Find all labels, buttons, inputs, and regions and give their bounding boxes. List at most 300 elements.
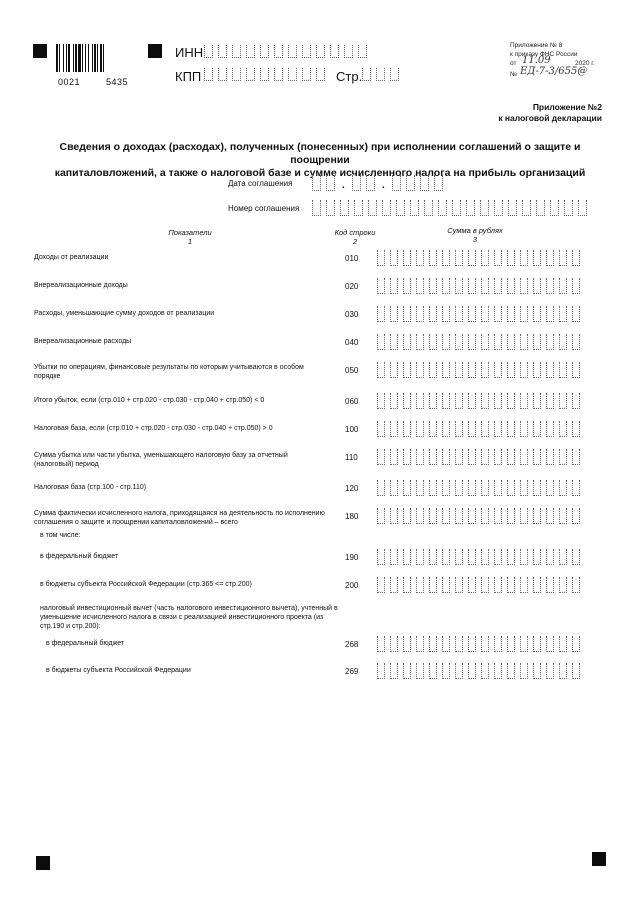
input-cell[interactable] xyxy=(468,663,476,679)
input-cell[interactable] xyxy=(429,278,437,294)
input-cell[interactable] xyxy=(390,577,398,593)
input-cell[interactable] xyxy=(366,175,375,191)
input-cell[interactable] xyxy=(572,577,580,593)
input-cell[interactable] xyxy=(455,636,463,652)
input-cell[interactable] xyxy=(403,480,411,496)
input-cell[interactable] xyxy=(368,200,377,216)
agreement-date-year[interactable] xyxy=(392,175,448,191)
input-cell[interactable] xyxy=(520,362,528,378)
input-cell[interactable] xyxy=(494,306,502,322)
input-cell[interactable] xyxy=(533,449,541,465)
input-cell[interactable] xyxy=(481,577,489,593)
input-cell[interactable] xyxy=(390,449,398,465)
sum-field-040[interactable] xyxy=(377,334,585,350)
input-cell[interactable] xyxy=(559,334,567,350)
input-cell[interactable] xyxy=(533,480,541,496)
row-label: в бюджеты субъекта Российской Федерации (стр.365 <= стр.200) xyxy=(40,581,252,588)
input-cell[interactable] xyxy=(442,278,450,294)
input-cell[interactable] xyxy=(468,362,476,378)
input-cell[interactable] xyxy=(481,362,489,378)
input-cell[interactable] xyxy=(559,393,567,409)
input-cell[interactable] xyxy=(494,636,502,652)
input-cell[interactable] xyxy=(481,393,489,409)
input-cell[interactable] xyxy=(416,449,424,465)
input-cell[interactable] xyxy=(564,200,573,216)
input-cell[interactable] xyxy=(546,278,554,294)
input-cell[interactable] xyxy=(578,200,587,216)
input-cell[interactable] xyxy=(520,480,528,496)
input-cell[interactable] xyxy=(533,306,541,322)
input-cell[interactable] xyxy=(390,480,398,496)
input-cell[interactable] xyxy=(494,421,502,437)
sum-field-120[interactable] xyxy=(377,480,585,496)
input-cell[interactable] xyxy=(416,393,424,409)
input-cell[interactable] xyxy=(546,663,554,679)
input-cell[interactable] xyxy=(390,362,398,378)
input-cell[interactable] xyxy=(507,334,515,350)
input-cell[interactable] xyxy=(274,45,283,58)
input-cell[interactable] xyxy=(344,45,353,58)
input-cell[interactable] xyxy=(377,250,385,266)
input-cell[interactable] xyxy=(403,577,411,593)
input-cell[interactable] xyxy=(424,200,433,216)
sum-field-200[interactable] xyxy=(377,577,585,593)
input-cell[interactable] xyxy=(390,306,398,322)
input-cell[interactable] xyxy=(416,636,424,652)
input-cell[interactable] xyxy=(520,663,528,679)
input-cell[interactable] xyxy=(416,549,424,565)
input-cell[interactable] xyxy=(520,250,528,266)
sum-field-190[interactable] xyxy=(377,549,585,565)
input-cell[interactable] xyxy=(403,663,411,679)
input-cell[interactable] xyxy=(533,250,541,266)
input-cell[interactable] xyxy=(494,278,502,294)
input-cell[interactable] xyxy=(559,549,567,565)
input-cell[interactable] xyxy=(410,200,419,216)
input-cell[interactable] xyxy=(533,421,541,437)
input-cell[interactable] xyxy=(438,200,447,216)
input-cell[interactable] xyxy=(546,334,554,350)
input-cell[interactable] xyxy=(572,250,580,266)
row-label: Сумма фактически исчисленного налога, приходящаяся на деятельность по исполнению соглашения о защите и поощрении капиталовложений – всего xyxy=(34,510,325,526)
input-cell[interactable] xyxy=(494,362,502,378)
input-cell[interactable] xyxy=(416,577,424,593)
input-cell[interactable] xyxy=(354,200,363,216)
input-cell[interactable] xyxy=(481,250,489,266)
input-cell[interactable] xyxy=(377,508,385,524)
input-cell[interactable] xyxy=(403,362,411,378)
sum-field-060[interactable] xyxy=(377,393,585,409)
input-cell[interactable] xyxy=(442,636,450,652)
input-cell[interactable] xyxy=(507,393,515,409)
input-cell[interactable] xyxy=(507,577,515,593)
input-cell[interactable] xyxy=(442,480,450,496)
input-cell[interactable] xyxy=(377,334,385,350)
input-cell[interactable] xyxy=(468,549,476,565)
agreement-number-field[interactable] xyxy=(312,200,592,216)
input-cell[interactable] xyxy=(390,393,398,409)
input-cell[interactable] xyxy=(429,449,437,465)
input-cell[interactable] xyxy=(403,449,411,465)
input-cell[interactable] xyxy=(377,393,385,409)
input-cell[interactable] xyxy=(494,663,502,679)
input-cell[interactable] xyxy=(312,200,321,216)
input-cell[interactable] xyxy=(429,480,437,496)
sum-field-010[interactable] xyxy=(377,250,585,266)
input-cell[interactable] xyxy=(507,362,515,378)
input-cell[interactable] xyxy=(494,250,502,266)
input-cell[interactable] xyxy=(572,362,580,378)
input-cell[interactable] xyxy=(468,334,476,350)
input-cell[interactable] xyxy=(468,306,476,322)
input-cell[interactable] xyxy=(416,306,424,322)
input-cell[interactable] xyxy=(403,393,411,409)
input-cell[interactable] xyxy=(403,421,411,437)
input-cell[interactable] xyxy=(429,362,437,378)
input-cell[interactable] xyxy=(204,68,213,81)
input-cell[interactable] xyxy=(559,480,567,496)
input-cell[interactable] xyxy=(392,175,401,191)
input-cell[interactable] xyxy=(429,250,437,266)
input-cell[interactable] xyxy=(533,577,541,593)
input-cell[interactable] xyxy=(429,577,437,593)
input-cell[interactable] xyxy=(520,449,528,465)
input-cell[interactable] xyxy=(536,200,545,216)
input-cell[interactable] xyxy=(455,577,463,593)
input-cell[interactable] xyxy=(546,362,554,378)
input-cell[interactable] xyxy=(520,421,528,437)
input-cell[interactable] xyxy=(533,334,541,350)
input-cell[interactable] xyxy=(494,508,502,524)
input-cell[interactable] xyxy=(494,480,502,496)
input-cell[interactable] xyxy=(455,362,463,378)
input-cell[interactable] xyxy=(507,278,515,294)
input-cell[interactable] xyxy=(442,421,450,437)
input-cell[interactable] xyxy=(559,508,567,524)
input-cell[interactable] xyxy=(396,200,405,216)
input-cell[interactable] xyxy=(403,334,411,350)
sum-field-050[interactable] xyxy=(377,362,585,378)
date-separator: . xyxy=(342,180,345,191)
input-cell[interactable] xyxy=(494,577,502,593)
input-cell[interactable] xyxy=(522,200,531,216)
input-cell[interactable] xyxy=(546,577,554,593)
inn-field[interactable] xyxy=(204,45,372,58)
input-cell[interactable] xyxy=(546,636,554,652)
input-cell[interactable] xyxy=(377,480,385,496)
input-cell[interactable] xyxy=(429,549,437,565)
page-number-field[interactable] xyxy=(362,68,404,81)
input-cell[interactable] xyxy=(302,68,311,81)
input-cell[interactable] xyxy=(455,393,463,409)
input-cell[interactable] xyxy=(572,278,580,294)
input-cell[interactable] xyxy=(546,549,554,565)
input-cell[interactable] xyxy=(429,393,437,409)
input-cell[interactable] xyxy=(559,421,567,437)
input-cell[interactable] xyxy=(559,278,567,294)
input-cell[interactable] xyxy=(546,508,554,524)
input-cell[interactable] xyxy=(494,449,502,465)
input-cell[interactable] xyxy=(572,636,580,652)
input-cell[interactable] xyxy=(468,393,476,409)
input-cell[interactable] xyxy=(507,663,515,679)
input-cell[interactable] xyxy=(546,480,554,496)
input-cell[interactable] xyxy=(481,334,489,350)
input-cell[interactable] xyxy=(377,278,385,294)
input-cell[interactable] xyxy=(468,449,476,465)
input-cell[interactable] xyxy=(468,278,476,294)
input-cell[interactable] xyxy=(455,250,463,266)
sum-field-110[interactable] xyxy=(377,449,585,465)
input-cell[interactable] xyxy=(246,45,255,58)
input-cell[interactable] xyxy=(390,663,398,679)
input-cell[interactable] xyxy=(507,636,515,652)
input-cell[interactable] xyxy=(559,250,567,266)
input-cell[interactable] xyxy=(533,278,541,294)
input-cell[interactable] xyxy=(403,306,411,322)
input-cell[interactable] xyxy=(455,549,463,565)
input-cell[interactable] xyxy=(232,45,241,58)
input-cell[interactable] xyxy=(442,250,450,266)
input-cell[interactable] xyxy=(481,508,489,524)
input-cell[interactable] xyxy=(326,200,335,216)
input-cell[interactable] xyxy=(246,68,255,81)
input-cell[interactable] xyxy=(377,449,385,465)
input-cell[interactable] xyxy=(416,362,424,378)
input-cell[interactable] xyxy=(416,278,424,294)
input-cell[interactable] xyxy=(204,45,213,58)
sum-field-268[interactable] xyxy=(377,636,585,652)
input-cell[interactable] xyxy=(420,175,429,191)
input-cell[interactable] xyxy=(362,68,371,81)
input-cell[interactable] xyxy=(442,508,450,524)
input-cell[interactable] xyxy=(572,306,580,322)
input-cell[interactable] xyxy=(288,45,297,58)
input-cell[interactable] xyxy=(468,421,476,437)
input-cell[interactable] xyxy=(390,421,398,437)
sum-field-020[interactable] xyxy=(377,278,585,294)
input-cell[interactable] xyxy=(377,577,385,593)
input-cell[interactable] xyxy=(507,549,515,565)
input-cell[interactable] xyxy=(520,278,528,294)
input-cell[interactable] xyxy=(550,200,559,216)
input-cell[interactable] xyxy=(572,508,580,524)
input-cell[interactable] xyxy=(455,480,463,496)
sum-field-269[interactable] xyxy=(377,663,585,679)
input-cell[interactable] xyxy=(508,200,517,216)
input-cell[interactable] xyxy=(520,334,528,350)
input-cell[interactable] xyxy=(429,306,437,322)
input-cell[interactable] xyxy=(403,278,411,294)
input-cell[interactable] xyxy=(520,508,528,524)
input-cell[interactable] xyxy=(494,393,502,409)
input-cell[interactable] xyxy=(572,449,580,465)
input-cell[interactable] xyxy=(442,306,450,322)
input-cell[interactable] xyxy=(442,362,450,378)
input-cell[interactable] xyxy=(390,278,398,294)
input-cell[interactable] xyxy=(546,250,554,266)
input-cell[interactable] xyxy=(468,636,476,652)
input-cell[interactable] xyxy=(218,45,227,58)
input-cell[interactable] xyxy=(533,636,541,652)
input-cell[interactable] xyxy=(468,577,476,593)
input-cell[interactable] xyxy=(452,200,461,216)
input-cell[interactable] xyxy=(507,250,515,266)
kpp-field[interactable] xyxy=(204,68,330,81)
input-cell[interactable] xyxy=(376,68,385,81)
input-cell[interactable] xyxy=(559,663,567,679)
input-cell[interactable] xyxy=(218,68,227,81)
input-cell[interactable] xyxy=(572,663,580,679)
input-cell[interactable] xyxy=(442,393,450,409)
input-cell[interactable] xyxy=(416,508,424,524)
input-cell[interactable] xyxy=(468,508,476,524)
input-cell[interactable] xyxy=(481,421,489,437)
input-cell[interactable] xyxy=(358,45,367,58)
input-cell[interactable] xyxy=(520,577,528,593)
input-cell[interactable] xyxy=(403,508,411,524)
sum-field-100[interactable] xyxy=(377,421,585,437)
input-cell[interactable] xyxy=(480,200,489,216)
input-cell[interactable] xyxy=(390,549,398,565)
input-cell[interactable] xyxy=(416,663,424,679)
input-cell[interactable] xyxy=(546,421,554,437)
input-cell[interactable] xyxy=(429,663,437,679)
input-cell[interactable] xyxy=(260,45,269,58)
input-cell[interactable] xyxy=(481,549,489,565)
input-cell[interactable] xyxy=(507,306,515,322)
input-cell[interactable] xyxy=(559,362,567,378)
input-cell[interactable] xyxy=(330,45,339,58)
input-cell[interactable] xyxy=(559,449,567,465)
input-cell[interactable] xyxy=(520,393,528,409)
input-cell[interactable] xyxy=(533,663,541,679)
input-cell[interactable] xyxy=(572,334,580,350)
sum-field-030[interactable] xyxy=(377,306,585,322)
input-cell[interactable] xyxy=(455,508,463,524)
input-cell[interactable] xyxy=(533,393,541,409)
input-cell[interactable] xyxy=(390,334,398,350)
input-cell[interactable] xyxy=(455,449,463,465)
input-cell[interactable] xyxy=(546,393,554,409)
input-cell[interactable] xyxy=(546,449,554,465)
input-cell[interactable] xyxy=(442,663,450,679)
input-cell[interactable] xyxy=(232,68,241,81)
input-cell[interactable] xyxy=(559,306,567,322)
input-cell[interactable] xyxy=(481,449,489,465)
input-cell[interactable] xyxy=(377,306,385,322)
input-cell[interactable] xyxy=(416,421,424,437)
input-cell[interactable] xyxy=(288,68,297,81)
input-cell[interactable] xyxy=(455,334,463,350)
input-cell[interactable] xyxy=(481,636,489,652)
input-cell[interactable] xyxy=(302,45,311,58)
input-cell[interactable] xyxy=(377,663,385,679)
input-cell[interactable] xyxy=(377,421,385,437)
input-cell[interactable] xyxy=(403,636,411,652)
input-cell[interactable] xyxy=(416,250,424,266)
input-cell[interactable] xyxy=(390,250,398,266)
input-cell[interactable] xyxy=(274,68,283,81)
agreement-date-day[interactable] xyxy=(312,175,340,191)
input-cell[interactable] xyxy=(416,480,424,496)
input-cell[interactable] xyxy=(481,663,489,679)
input-cell[interactable] xyxy=(434,175,443,191)
input-cell[interactable] xyxy=(507,508,515,524)
input-cell[interactable] xyxy=(377,362,385,378)
input-cell[interactable] xyxy=(316,68,325,81)
input-cell[interactable] xyxy=(442,334,450,350)
input-cell[interactable] xyxy=(429,421,437,437)
input-cell[interactable] xyxy=(533,549,541,565)
input-cell[interactable] xyxy=(377,549,385,565)
input-cell[interactable] xyxy=(494,549,502,565)
input-cell[interactable] xyxy=(455,306,463,322)
sum-field-180[interactable] xyxy=(377,508,585,524)
input-cell[interactable] xyxy=(442,577,450,593)
input-cell[interactable] xyxy=(429,334,437,350)
input-cell[interactable] xyxy=(442,449,450,465)
input-cell[interactable] xyxy=(455,278,463,294)
input-cell[interactable] xyxy=(572,421,580,437)
input-cell[interactable] xyxy=(316,45,325,58)
input-cell[interactable] xyxy=(429,508,437,524)
input-cell[interactable] xyxy=(390,508,398,524)
input-cell[interactable] xyxy=(260,68,269,81)
input-cell[interactable] xyxy=(390,68,399,81)
input-cell[interactable] xyxy=(468,480,476,496)
input-cell[interactable] xyxy=(442,549,450,565)
input-cell[interactable] xyxy=(572,549,580,565)
input-cell[interactable] xyxy=(507,421,515,437)
input-cell[interactable] xyxy=(520,549,528,565)
input-cell[interactable] xyxy=(559,636,567,652)
input-cell[interactable] xyxy=(481,306,489,322)
input-cell[interactable] xyxy=(340,200,349,216)
input-cell[interactable] xyxy=(546,306,554,322)
input-cell[interactable] xyxy=(533,362,541,378)
input-cell[interactable] xyxy=(352,175,361,191)
input-cell[interactable] xyxy=(481,480,489,496)
input-cell[interactable] xyxy=(382,200,391,216)
input-cell[interactable] xyxy=(326,175,335,191)
input-cell[interactable] xyxy=(533,508,541,524)
input-cell[interactable] xyxy=(466,200,475,216)
input-cell[interactable] xyxy=(403,549,411,565)
input-cell[interactable] xyxy=(403,250,411,266)
input-cell[interactable] xyxy=(494,334,502,350)
input-cell[interactable] xyxy=(507,480,515,496)
agreement-date-month[interactable] xyxy=(352,175,380,191)
input-cell[interactable] xyxy=(507,449,515,465)
input-cell[interactable] xyxy=(559,577,567,593)
input-cell[interactable] xyxy=(377,636,385,652)
input-cell[interactable] xyxy=(572,480,580,496)
input-cell[interactable] xyxy=(455,663,463,679)
input-cell[interactable] xyxy=(312,175,321,191)
input-cell[interactable] xyxy=(520,306,528,322)
input-cell[interactable] xyxy=(416,334,424,350)
input-cell[interactable] xyxy=(455,421,463,437)
input-cell[interactable] xyxy=(390,636,398,652)
input-cell[interactable] xyxy=(494,200,503,216)
input-cell[interactable] xyxy=(406,175,415,191)
input-cell[interactable] xyxy=(481,278,489,294)
input-cell[interactable] xyxy=(429,636,437,652)
input-cell[interactable] xyxy=(468,250,476,266)
input-cell[interactable] xyxy=(520,636,528,652)
input-cell[interactable] xyxy=(572,393,580,409)
